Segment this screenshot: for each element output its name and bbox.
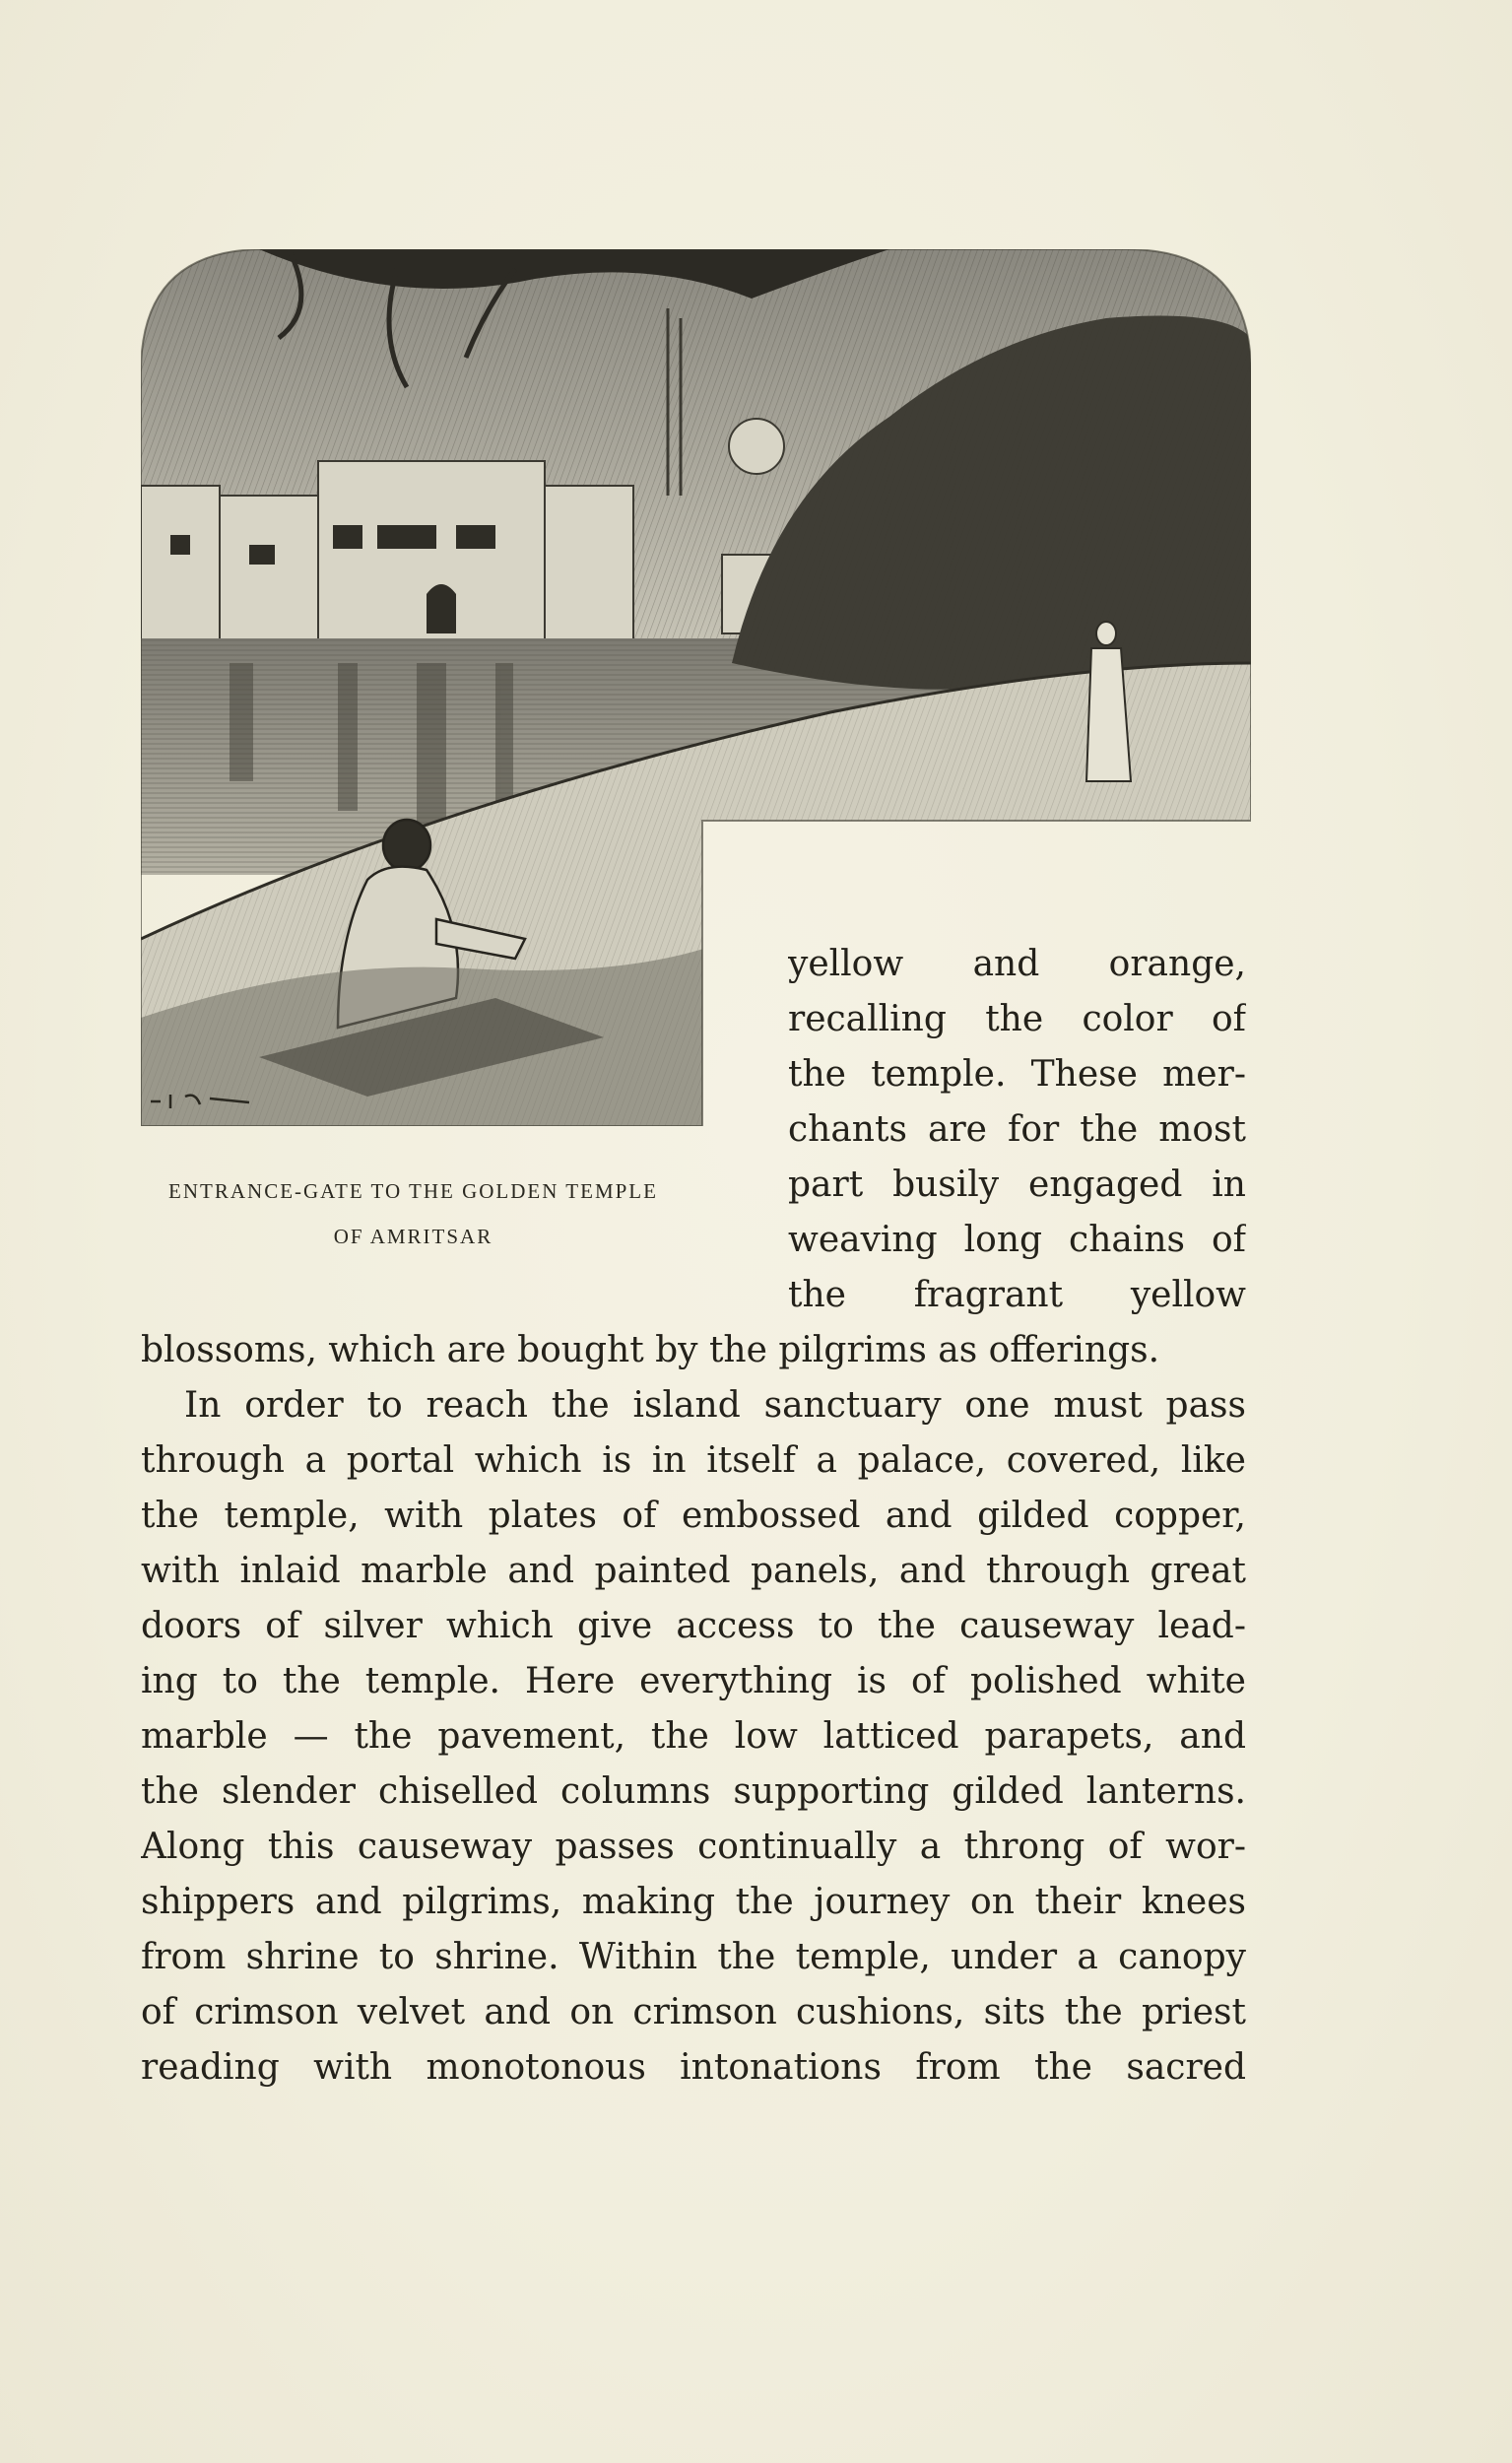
text-line: Along this causeway passes continually a throng of wor- bbox=[141, 1827, 1246, 1867]
text-line: doors of silver which give access to the causeway lead- bbox=[141, 1606, 1246, 1646]
text-line: recalling the color of bbox=[788, 999, 1246, 1039]
text-line: ing to the temple. Here everything is of polished white bbox=[141, 1661, 1246, 1701]
text-line: part busily engaged in bbox=[788, 1165, 1246, 1205]
text-line: through a portal which is in itself a palace, covered, like bbox=[141, 1440, 1246, 1481]
text-line: the slender chiselled columns supporting gilded lanterns. bbox=[141, 1771, 1246, 1812]
text-line: marble — the pavement, the low latticed parapets, and bbox=[141, 1716, 1246, 1757]
text-line: chants are for the most bbox=[788, 1109, 1246, 1150]
figure-caption-line-2: OF AMRITSAR bbox=[333, 1225, 493, 1248]
text-line: the fragrant yellow bbox=[788, 1275, 1246, 1315]
golden-temple-illustration bbox=[141, 249, 1251, 1126]
text-line: of crimson velvet and on crimson cushions, sits the priest bbox=[141, 1992, 1246, 2032]
text-line: the temple, with plates of embossed and gilded copper, bbox=[141, 1496, 1246, 1536]
text-line: yellow and orange, bbox=[788, 944, 1246, 984]
text-line: reading with monotonous intonations from the sacred bbox=[141, 2047, 1246, 2088]
text-line: with inlaid marble and painted panels, and through great bbox=[141, 1551, 1246, 1591]
paragraph-first-line: In order to reach the island sanctuary one must pass bbox=[184, 1385, 1246, 1426]
text-line: the temple. These mer- bbox=[788, 1054, 1246, 1095]
text-line: shippers and pilgrims, making the journey on their knees bbox=[141, 1882, 1246, 1922]
text-line: blossoms, which are bought by the pilgrims as offerings. bbox=[141, 1330, 1160, 1370]
text-line: weaving long chains of bbox=[788, 1220, 1246, 1260]
figure-caption-line-1: ENTRANCE-GATE TO THE GOLDEN TEMPLE bbox=[168, 1179, 658, 1203]
text-line: from shrine to shrine. Within the temple, under a canopy bbox=[141, 1937, 1246, 1977]
